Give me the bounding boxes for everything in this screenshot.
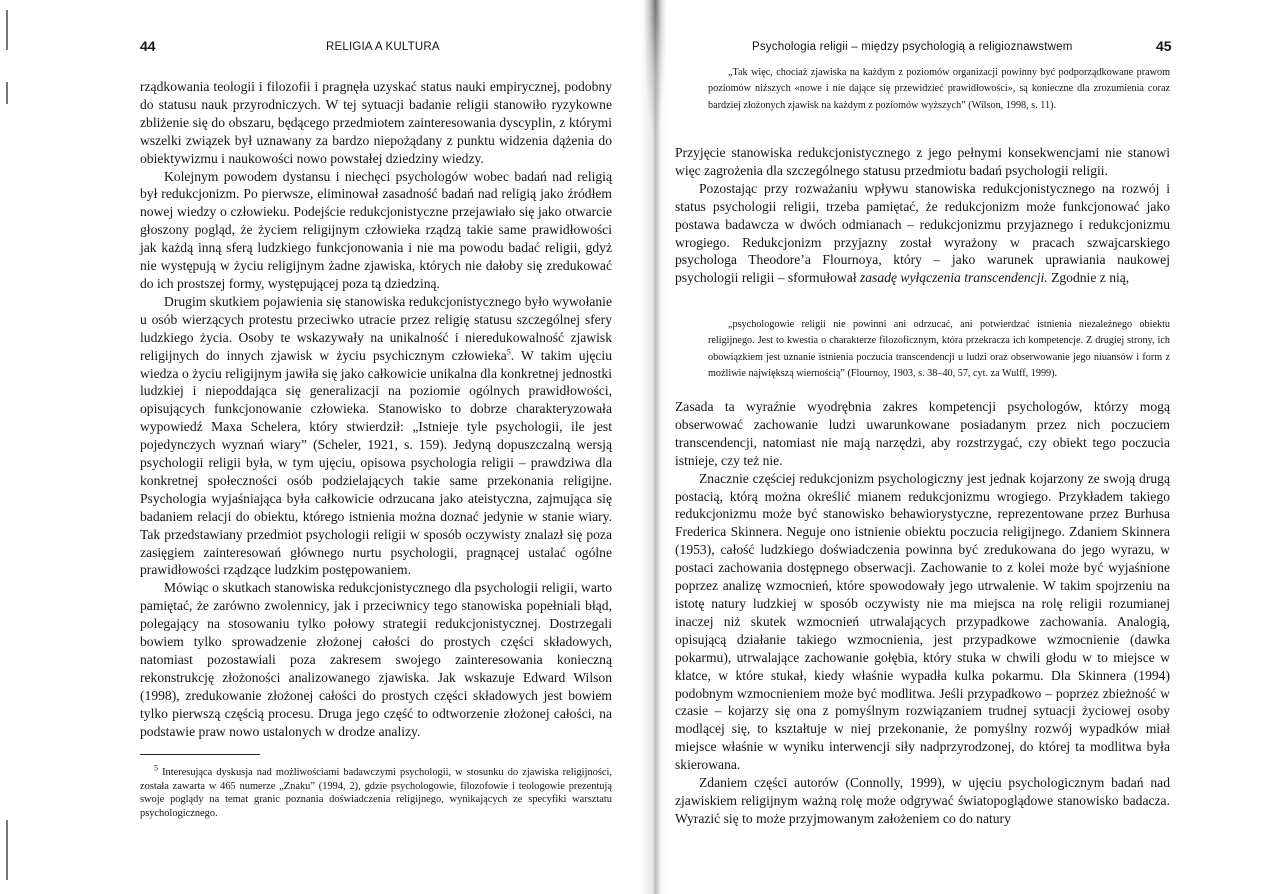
page-number: 45: [1156, 38, 1172, 54]
emphasized-term: zasadę wyłączenia transcendencji.: [860, 270, 1048, 286]
footnote-number: 5: [154, 763, 158, 773]
block-quote: [708, 317, 1170, 382]
footnote-separator: [140, 754, 260, 755]
paragraph-text: Pozostając przy rozważaniu wpływu stanowiska redukcjonistycznego na rozwój i status psychologii religii, trzeba pamiętać, że redukcjonizm może funkcjonować jako postawa badawcza w dwóch odmianach – redukcjonizmu przyjaznego i redukcjonizmu wrogiego. Redukcjonizm przyjazny został wyrażony w pracach szwajcarskiego psychologa Theodore’a Flournoya, który – jako warunek uprawiania naukowej psychologii religii – sformułował: [675, 180, 1170, 286]
right-page-body-lower: [675, 398, 1170, 828]
paragraph: Zdaniem części autorów (Connolly, 1999), w ujęciu psychologicznym badań nad zjawiskiem religijnym ważną rolę może odgrywać światopoglądowe stanowisko badacza. Wyrazić się to może przyjmowanym założeniem co do natury: [675, 775, 1170, 826]
paragraph: Zasada ta wyraźnie wyodrębnia zakres kompetencji psychologów, którzy mogą obserwować zachowanie ludzi uwarunkowane posiadanym przez nich poczuciem transcendencji, natomiast nie mają narzędzi, aby rozstrzygać, czy obiekt tego poczucia istnieje, czy też nie.: [675, 399, 1170, 468]
paragraph-text: Zgodnie z nią,: [1051, 270, 1130, 286]
paragraph: rządkowania teologii i filozofii i pragnęła uzyskać status nauki empirycznej, podobny do statusu nauk przyrodniczych. W tej sytuacji badanie religii stanowiło ryzykowne zbliżenie się do obszaru, będącego przedmiotem zainteresowania dyscyplin, z którymi wszelki związek był uznawany za bardzo niepożądany z punktu widzenia dążenia do obiektywizmu i naukowości nowo powstałej dziedziny wiedzy.: [140, 79, 612, 166]
quote-text: „Tak więc, chociaż zjawiska na każdym z poziomów organizacji powinny być podporządkowane prawom poziomów niższych «nowe i nie dające się przewidzieć prawidłowości», są konieczne dla zrozumienia coraz bardziej złożonych zjawisk na każdym z poziomów wyższych” (Wilson, 1998, s. 11).: [708, 67, 1170, 111]
footnote-reference: 5: [506, 347, 511, 357]
paragraph: Przyjęcie stanowiska redukcjonistycznego z jego pełnymi konsekwencjami nie stanowi więc zagrożenia dla szczególnego statusu przedmiotu badań psychologii religii.: [675, 145, 1170, 178]
block-quote: [708, 65, 1170, 114]
page-number: 44: [140, 38, 156, 54]
right-page: [650, 0, 1262, 894]
running-head: Psychologia religii – między psychologią a religioznawstwem: [752, 41, 1073, 53]
left-page-body: [140, 78, 612, 741]
paragraph-text: Drugim skutkiem pojawienia się stanowiska redukcjonistycznego było wywołanie u osób wierzących protestu przeciwko utracie przez religię statusu szczególnej sfery ludzkiego życia. Osoby te wskazywały na unikalność i nieredukowalność zjawisk religijnych do innych zjawisk w życiu psychicznym człowieka: [140, 293, 612, 363]
paragraph: [140, 293, 612, 580]
footnote-text: Interesująca dyskusja nad możliwościami badawczymi psychologii, w stosunku do zjawiska religijności, została zawarta w 465 numerze „Znaku” (1994, 2), gdzie psychologowie, filozofowie i teologowie prezentują swoje poglądy na temat granic poznania doświadczenia religijnego, wynikających ze specyfiki warsztatu psychologicznego.: [140, 767, 612, 819]
paragraph: Mówiąc o skutkach stanowiska redukcjonistycznego dla psychologii religii, warto pamiętać, że zarówno zwolennicy, jak i przeciwnicy tego stanowiska popełniali błąd, polegający na stosowaniu tylko połowy strategii redukcjonistycznej. Dostrzegali bowiem tylko sprowadzenie złożonej całości do prostych części składowych, natomiast pozostawiali poza zakresem swojego zainteresowania konieczną rekonstrukcję złożoności analizowanego zjawiska. Jak wskazuje Edward Wilson (1998), zredukowanie złożonej całości do prostych części składowych jest bowiem tylko pierwszą częścią procesu. Druga jego część to odtworzenie złożonej całości, na podstawie praw nowo ustalonych w drodze analizy.: [140, 580, 612, 739]
paragraph: Kolejnym powodem dystansu i niechęci psychologów wobec badań nad religią był redukcjonizm. Po pierwsze, eliminował zasadność badań nad religią jako źródłem nowej wiedzy o człowieku. Podejście redukcjonistyczne przejawiało się jako otwarcie głoszony pogląd, że życiem religijnym człowieka rządzą takie same prawidłowości jak każdą inną sferą ludzkiego funkcjonowania i nie ma powodu badać religii, gdyż nie występują w życiu religijnym żadne zjawiska, których nie dałoby się zredukować do ich prostszej formy, występującej poza tą dziedziną.: [140, 168, 612, 291]
paragraph-text: . W takim ujęciu wiedza o życiu religijnym jawiła się jako całkowicie unikalna dla konkretnej jednostki ludzkiej i niepoddająca się generalizacji na poziomie ogólnych prawidłowości, opisujących funkcjonowanie człowieka. Stanowisko to dobrze charakteryzowała wypowiedź Maxa Schelera, który stwierdził: „Istnieje tyle psychologii, ile jest pojedynczych wyznań wiary” (Scheler, 1921, s. 159). Jedyną dopuszczalną wersją psychologii religii była, w tym ujęciu, opisowa psychologia religii – prawdziwa dla konkretnej społeczności osób podzielających takie same przekonania religijne. Psychologia wyjaśniająca była całkowicie odrzucana jako ateistyczna, zajmująca się badaniem relacji do obiektu, którego istnienia można doznać jedynie w stanie wiary. Tak przedstawiany przedmiot psychologii religii w sposób oczywisty znalazł się poza zasięgiem zainteresowań głównego nurtu psychologii, pragnącej ustalać ogólne prawidłowości rządzące ludzkim postępowaniem.: [140, 347, 613, 578]
running-head: RELIGIA A KULTURA: [326, 41, 440, 53]
paragraph: [675, 180, 1170, 287]
paragraph: Znacznie częściej redukcjonizm psychologiczny jest jednak kojarzony ze swoją drugą postacią, którą można określić mianem redukcjonizmu wrogiego. Przykładem takiego redukcjonizmu może być stanowisko behawiorystyczne, reprezentowane przez Burhusa Frederica Skinnera. Neguje ono istnienie obiektu poczucia religijnego. Zdaniem Skinnera (1953), całość ludzkiego doświadczenia powinna być zredukowana do jego wyrazu, w postaci zachowania dostępnego obserwacji. Zachowanie to z kolei może być wyjaśnione poprzez analizę wzmocnień, które spowodowały jego utrwalenie. W takim spojrzeniu na istotę natury ludzkiej w sposób oczywisty nie ma miejsca na rolę religii rozumianej inaczej niż skutek wzmocnień utrwalających przypadkowe zachowania. Analogią, opisującą działanie takiego wzmocnienia, jest przypadkowe wzmocnienie (dawka pokarmu), utrwalające zachowanie gołębia, który stuka w chwili głodu w to miejsce w klatce, w które stukał, kiedy właśnie wypadła kulka pokarmu. Dla Skinnera (1994) podobnym wzmocnieniem może być modlitwa. Jeśli przypadkowo – poprzez zbieżność w czasie – kojarzy się ona z pomyślnym rozwiązaniem trudnej sytuacji życiowej osoby modlącej się, to kształtuje w niej przekonanie, że pomyślny rozwój wypadków miał miejsce właśnie w wyniku interwencji siły nadprzyrodzonej, do której ta modlitwa była skierowana.: [675, 470, 1170, 773]
footnote: [140, 763, 612, 820]
right-page-body-upper: [675, 144, 1170, 287]
quote-text: „psychologowie religii nie powinni ani odrzucać, ani potwierdzać istnienia niezależnego obiektu religijnego. Jest to kwestia o charakterze filozoficznym, która przekracza ich kompetencje. Z drugiej strony, ich obowiązkiem jest uznanie istnienia poczucia transcendencji u ludzi oraz obserwowanie jego niuansów i form z możliwie największą wiernością” (Flournoy, 1903, s. 38–40, 57, cyt. za Wulff, 1999).: [708, 319, 1170, 379]
